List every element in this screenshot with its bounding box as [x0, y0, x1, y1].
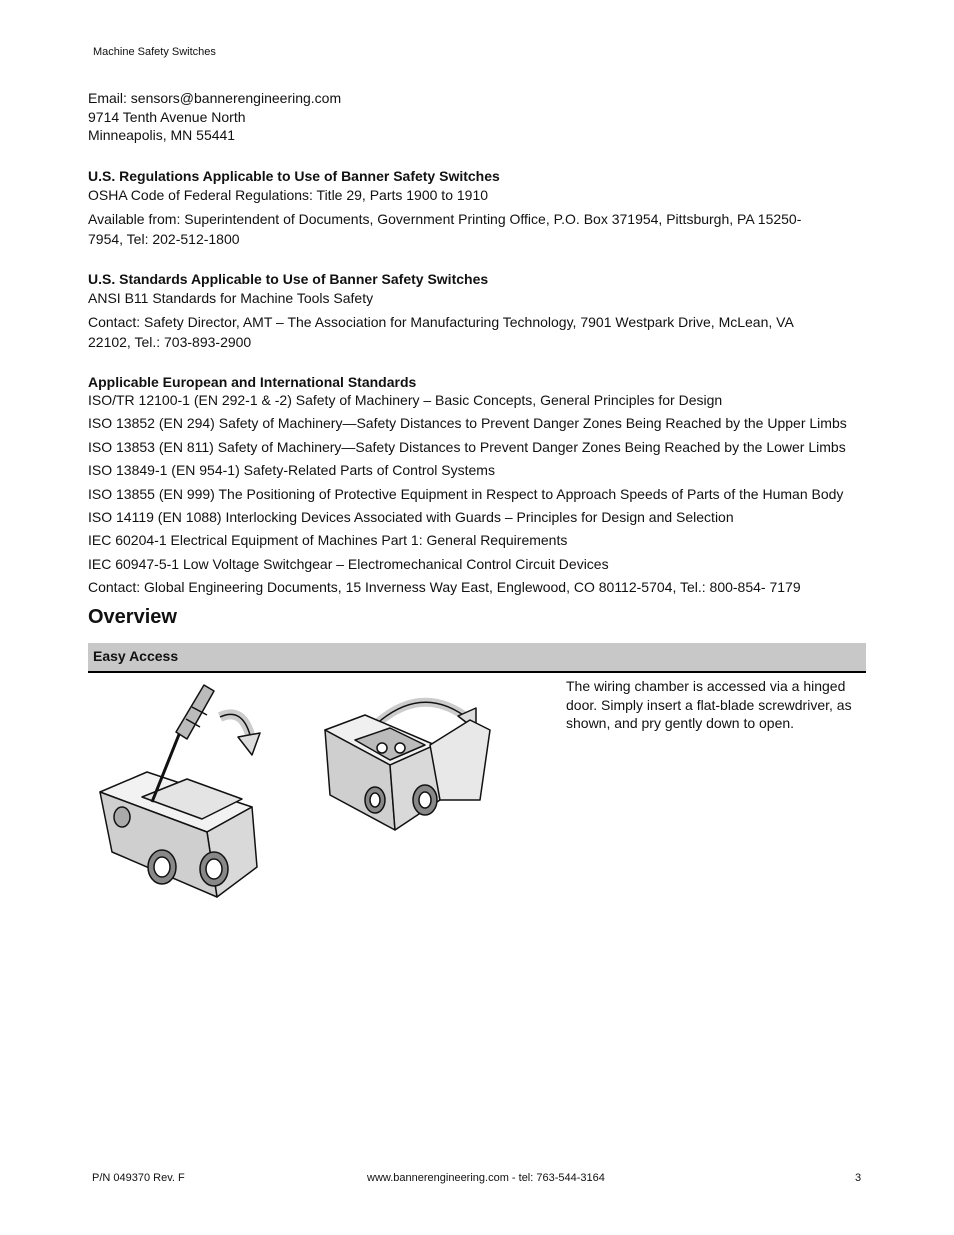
- intl-standards-title: Applicable European and International Standards: [88, 374, 417, 390]
- standard-item: IEC 60947-5-1 Low Voltage Switchgear – Electromechanical Control Circuit Devices: [88, 555, 609, 572]
- us-standards-title: U.S. Standards Applicable to Use of Banner Safety Switches: [88, 271, 489, 287]
- us-regulations-section: [88, 168, 818, 249]
- standard-item: ISO 13849-1 (EN 954-1) Safety-Related Parts of Control Systems: [88, 462, 495, 479]
- us-standards-section: [88, 271, 818, 352]
- running-header: Machine Safety Switches: [93, 46, 216, 58]
- us-regulations-line1: OSHA Code of Federal Regulations: Title 29, Parts 1900 to 1910: [88, 187, 489, 203]
- standard-item: ISO 14119 (EN 1088) Interlocking Devices Associated with Guards – Principles for Design and Selection: [88, 508, 734, 525]
- contact-block: [88, 89, 341, 145]
- us-standards-line2: Contact: Safety Director, AMT – The Association for Manufacturing Technology, 7901 Westpark Drive, McLean, VA 22102, Tel.: 703-893-2900: [88, 314, 794, 350]
- footer-website: www.bannerengineering.com - tel: 763-544-3164: [367, 1172, 605, 1184]
- footer-page-number: 3: [855, 1172, 862, 1184]
- easy-access-heading: Easy Access: [93, 648, 179, 664]
- standard-item: IEC 60204-1 Electrical Equipment of Machines Part 1: General Requirements: [88, 532, 568, 549]
- easy-access-bar: [88, 643, 866, 673]
- standard-item: ISO 13855 (EN 999) The Positioning of Protective Equipment in Respect to Approach Speeds of Parts of the Human Body: [88, 485, 844, 502]
- easy-access-description: The wiring chamber is accessed via a hinged door. Simply insert a flat-blade screwdriver, as shown, and pry gently down to open.: [566, 678, 852, 731]
- us-standards-line1: ANSI B11 Standards for Machine Tools Safety: [88, 290, 374, 306]
- standard-contact: Contact: Global Engineering Documents, 15 Inverness Way East, Englewood, CO 80112-5704, Tel.: 800-854- 7179: [88, 579, 801, 596]
- standard-item: ISO 13853 (EN 811) Safety of Machinery—Safety Distances to Prevent Danger Zones Being Reached by the Lower Limbs: [88, 438, 846, 455]
- open-door-illustration: [320, 690, 495, 840]
- us-regulations-title: U.S. Regulations Applicable to Use of Banner Safety Switches: [88, 168, 500, 184]
- intl-standards-section: [88, 374, 847, 602]
- standard-item: ISO 13852 (EN 294) Safety of Machinery—Safety Distances to Prevent Danger Zones Being Reached by the Upper Limbs: [88, 415, 847, 432]
- standard-item: ISO/TR 12100-1 (EN 292-1 & -2) Safety of Machinery – Basic Concepts, General Principles for Design: [88, 392, 723, 408]
- overview-heading: Overview: [88, 606, 177, 628]
- contact-email: Email: sensors@bannerengineering.com: [88, 90, 342, 106]
- contact-address-line1: 9714 Tenth Avenue North: [88, 108, 246, 125]
- contact-address-line2: Minneapolis, MN 55441: [88, 127, 236, 143]
- screwdriver-pry-illustration: [92, 677, 267, 907]
- footer-part-number: P/N 049370 Rev. F: [92, 1172, 185, 1184]
- us-regulations-line2: Available from: Superintendent of Documents, Government Printing Office, P.O. Box 371954, Pittsburgh, PA 15250-7954, Tel: 202-512-1800: [88, 211, 802, 247]
